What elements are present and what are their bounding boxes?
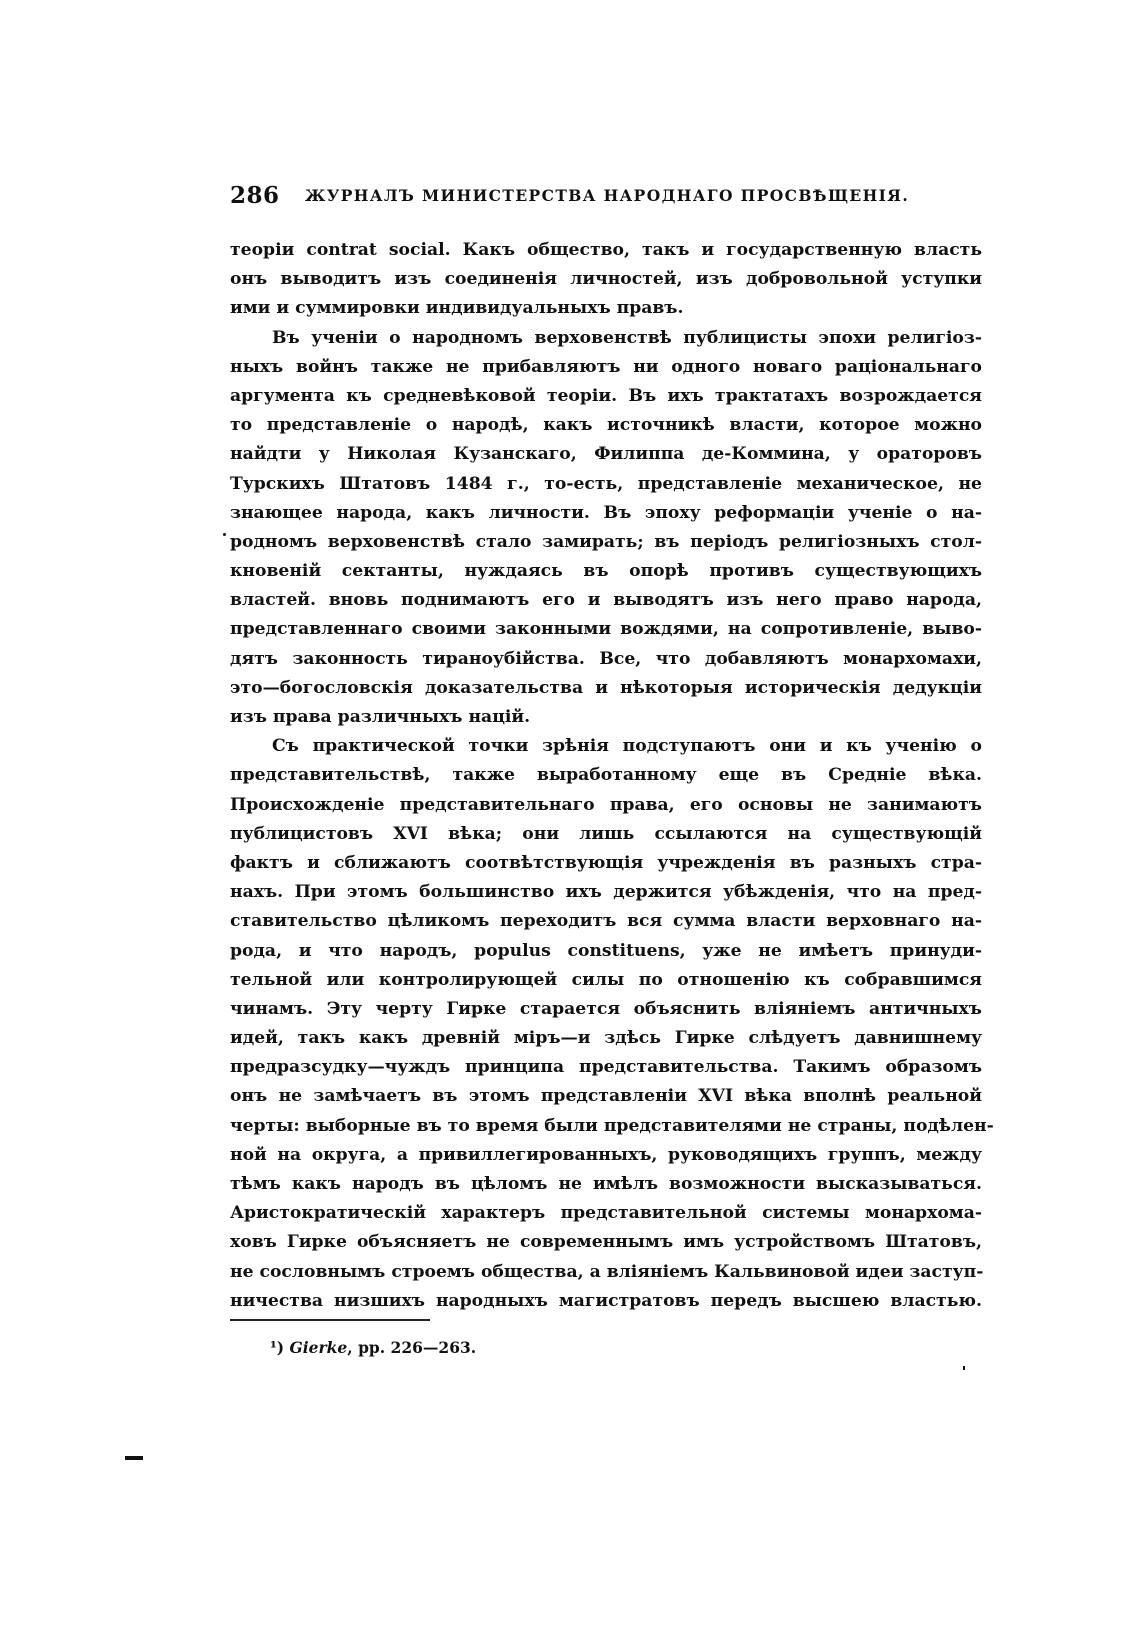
text-line: Происхожденіе представительнаго права, его основы не занимаютъ: [230, 794, 982, 815]
text-line: то представленіе о народѣ, какъ источникѣ власти, которое можно: [230, 415, 982, 436]
text-line: чинамъ. Эту черту Гирке старается объяснить вліяніемъ античныхъ: [230, 998, 982, 1019]
text-line: изъ права различныхъ націй.: [230, 707, 531, 727]
text-line: найдти у Николая Кузанскаго, Филиппа де-Коммина, у ораторовъ: [230, 444, 982, 465]
scan-speck: [223, 533, 226, 536]
text-line: онъ выводитъ изъ соединенія личностей, изъ добровольной уступки: [230, 269, 982, 290]
text-line: ховъ Гирке объясняетъ не современнымъ имъ устройствомъ Штатовъ,: [230, 1232, 982, 1253]
text-line: ныхъ войнъ также не прибавляютъ ни одного новаго раціональнаго: [230, 356, 982, 377]
scan-speck: [963, 1366, 965, 1370]
text-line: фактъ и сближаютъ соотвѣтствующія учрежденія въ разныхъ стра-: [230, 852, 982, 873]
text-line: рода, и что народъ, populus constituens, уже не имѣетъ принуди-: [230, 940, 982, 961]
text-line: Съ практической точки зрѣнія подступаютъ они и къ ученію о: [272, 736, 982, 757]
body-text: [230, 236, 994, 1316]
text-line: Аристократическій характеръ представительной системы монархома-: [230, 1203, 982, 1224]
footnote: [270, 1338, 476, 1357]
text-line: аргумента къ средневѣковой теоріи. Въ ихъ трактатахъ возрождается: [230, 385, 982, 406]
text-line: не сословнымъ строемъ общества, а вліяніемъ Кальвиновой идеи заступ-: [230, 1261, 984, 1282]
text-line: ими и суммировки индивидуальныхъ правъ.: [230, 298, 684, 319]
text-line: ставительство цѣликомъ переходитъ вся сумма власти верховнаго на-: [230, 911, 982, 932]
text-line: представленнаго своими законными вождями, на сопротивленіе, выво-: [230, 619, 982, 640]
text-line: родномъ верховенствѣ стало замирать; въ періодъ религіозныхъ стол-: [230, 531, 982, 552]
footnote-marker: ¹): [270, 1338, 285, 1357]
text-line: ничества низшихъ народныхъ магистратовъ передъ высшею властью.: [230, 1290, 982, 1311]
text-line: онъ не замѣчаетъ въ этомъ представленіи XVI вѣка вполнѣ реальной: [230, 1086, 982, 1107]
footnote-pages: , pp. 226—263.: [347, 1338, 477, 1357]
text-line: идей, такъ какъ древній міръ—и здѣсь Гирке слѣдуетъ давнишнему: [230, 1028, 982, 1049]
scan-mark: [125, 1456, 143, 1460]
text-line: ной на округа, а привиллегированныхъ, руководящихъ группъ, между: [230, 1144, 982, 1165]
page-header: [230, 182, 982, 216]
text-line: нахъ. При этомъ большинство ихъ держится убѣжденія, что на пред-: [230, 882, 982, 903]
text-line: Турскихъ Штатовъ 1484 г., то-есть, представленіе механическое, не: [230, 473, 982, 494]
text-line: публицистовъ XVI вѣка; они лишь ссылаются на существующій: [230, 823, 982, 844]
text-line: предразсудку—чуждъ принципа представительства. Такимъ образомъ: [230, 1057, 982, 1078]
text-line: знающее народа, какъ личности. Въ эпоху реформаціи ученіе о на-: [230, 502, 982, 523]
text-line: кновеній сектанты, нуждаясь въ опорѣ противъ существующихъ: [230, 561, 982, 582]
text-line: теоріи contrat social. Какъ общество, такъ и государственную власть: [230, 240, 982, 260]
text-line: властей. вновь поднимаютъ его и выводятъ изъ него право народа,: [230, 590, 982, 611]
footnote-author: Gierke: [289, 1338, 348, 1357]
text-line: это—богословскія доказательства и нѣкоторыя историческія дедукціи: [230, 677, 982, 698]
text-line: черты: выборные въ то время были представителями не страны, подѣлен-: [230, 1115, 994, 1136]
text-line: тѣмъ какъ народъ въ цѣломъ не имѣлъ возможности высказываться.: [230, 1174, 982, 1194]
page-number: 286: [230, 182, 280, 209]
running-title: ЖУРНАЛЪ МИНИСТЕРСТВА НАРОДНАГО ПРОСВѢЩЕНІЯ.: [305, 186, 910, 205]
footnote-rule: [230, 1319, 430, 1321]
text-line: дятъ законность тираноубійства. Все, что добавляютъ монархомахи,: [230, 648, 982, 669]
text-line: тельной или контролирующей силы по отношенію къ собравшимся: [230, 969, 982, 990]
text-line: представительствѣ, также выработанному еще въ Средніе вѣка.: [230, 765, 982, 786]
text-line: Въ ученіи о народномъ верховенствѣ публицисты эпохи религіоз-: [272, 327, 982, 348]
